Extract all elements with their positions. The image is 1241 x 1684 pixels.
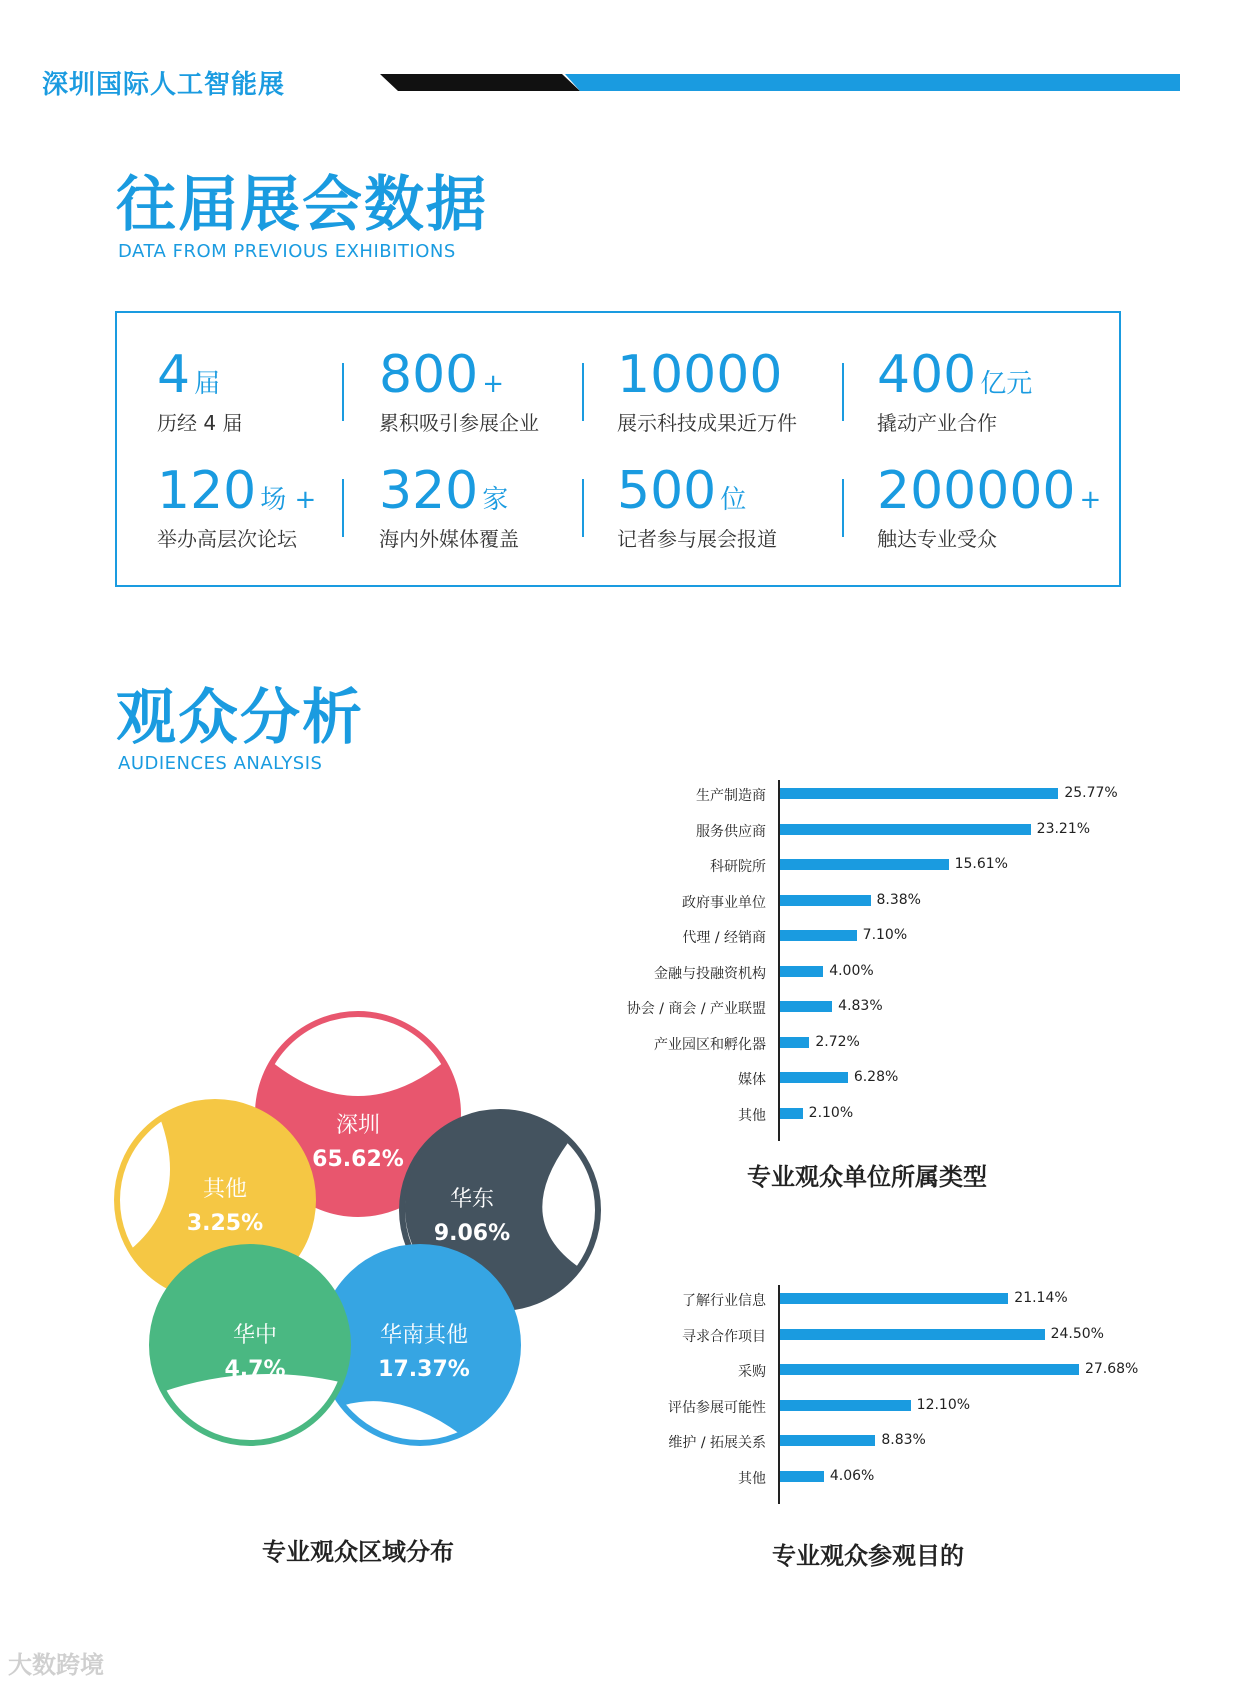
stat-desc: 记者参与展会报道 [617,527,777,551]
stat-unit: 位 [720,485,747,515]
bar [780,824,1031,835]
header-decor-bar [380,74,1180,96]
stat-number: 320 [379,461,479,521]
stat-desc: 累积吸引参展企业 [379,411,539,435]
stat-item [617,345,797,436]
bar [780,930,857,941]
divider [342,363,344,421]
section1-title: 往届展会数据 [116,170,488,240]
stat-number: 500 [617,461,717,521]
bar-value-label: 4.06% [829,1467,875,1484]
bar [780,1435,875,1446]
stats-box [115,311,1121,587]
stat-number: 10000 [617,345,783,405]
bar-value-label: 21.14% [1014,1290,1068,1306]
bar [780,1400,911,1411]
stat-item [877,461,1102,552]
bar [780,788,1058,799]
bar-value-label: 2.10% [808,1104,854,1121]
section2-title: 观众分析 [116,683,364,753]
stat-desc: 海内外媒体覆盖 [379,527,519,551]
region-circle [152,1247,348,1443]
bar-value-label: 23.21% [1036,820,1091,837]
bar-value-label: 7.10% [862,927,908,943]
stat-number: 120 [157,461,257,521]
bar-category-label: 科研院所 [710,859,766,875]
stat-number: 800 [379,345,479,405]
bar-chart-unit-type [540,780,1180,1140]
bar-category-label: 维护 / 拓展关系 [668,1435,766,1451]
stat-unit: 家 [482,485,509,515]
stat-unit: + [482,369,505,399]
stat-item [379,345,539,436]
region-circle [322,1247,518,1443]
stat-unit: 亿元 [980,369,1033,399]
bar [780,966,823,977]
bar-value-label: 24.50% [1050,1325,1104,1342]
stat-desc: 展示科技成果近万件 [617,411,797,435]
region-name: 华中 [232,1323,278,1348]
bar-value-label: 4.83% [838,998,883,1014]
bar-value-label: 27.68% [1084,1361,1139,1377]
bar [780,1471,824,1482]
region-value: 3.25% [186,1211,264,1236]
divider [582,363,584,421]
bar [780,1293,1008,1304]
region-name: 其他 [202,1177,248,1202]
stat-desc: 举办高层次论坛 [157,527,297,551]
section2-subtitle: AUDIENCES ANALYSIS [118,753,323,774]
divider [842,363,844,421]
stat-unit: 届 [194,369,221,399]
bar-category-label: 协会 / 商会 / 产业联盟 [626,1001,766,1017]
stat-number: 4 [157,345,191,405]
bar-category-label: 代理 / 经销商 [682,930,766,946]
bar-category-label: 了解行业信息 [682,1293,766,1309]
chart1-caption: 专业观众单位所属类型 [747,1163,987,1191]
bar [780,1364,1079,1375]
bar [780,895,871,906]
bar-value-label: 25.77% [1064,785,1118,801]
section1-subtitle: DATA FROM PREVIOUS EXHIBITIONS [118,241,456,262]
stat-desc: 触达专业受众 [877,527,997,551]
stat-unit: 场 + [260,485,317,515]
bar-category-label: 金融与投融资机构 [654,965,766,982]
bar-value-label: 6.28% [853,1069,899,1085]
stat-desc: 历经 4 届 [157,411,243,435]
stat-number: 200000 [877,461,1076,521]
region-name: 深圳 [335,1113,381,1138]
bar-value-label: 2.72% [815,1033,860,1050]
bar [780,1037,809,1048]
bar [780,1108,803,1119]
region-value: 4.7% [224,1357,286,1382]
stat-item [877,345,1033,436]
stat-item [157,345,243,436]
brand-title: 深圳国际人工智能展 [42,70,286,100]
stat-item [617,461,777,552]
bar [780,859,949,870]
bar-category-label: 采购 [738,1364,766,1380]
region-value: 65.62% [312,1147,404,1172]
bar-category-label: 服务供应商 [696,823,766,840]
bar-value-label: 8.83% [881,1432,926,1448]
footer-logo: 大数跨境 [8,1651,104,1679]
region-value: 9.06% [433,1221,511,1246]
region-name: 华东 [449,1187,495,1212]
bar-category-label: 其他 [738,1470,766,1487]
bar-value-label: 12.10% [916,1396,971,1413]
divider [842,479,844,537]
bar [780,1072,848,1083]
bar-category-label: 其他 [738,1107,766,1124]
region-caption: 专业观众区域分布 [262,1538,454,1566]
bar-category-label: 产业园区和孵化器 [654,1036,766,1053]
bar-value-label: 15.61% [954,856,1008,872]
bar-value-label: 4.00% [829,962,874,979]
chart2-caption: 专业观众参观目的 [772,1542,964,1570]
bar-category-label: 评估参展可能性 [668,1399,766,1416]
stat-desc: 撬动产业合作 [877,411,997,435]
bar-category-label: 生产制造商 [696,788,766,804]
bar [780,1329,1045,1340]
divider [342,479,344,537]
bar-chart-visit-purpose [540,1285,1180,1515]
bar-category-label: 媒体 [738,1072,766,1088]
bar [780,1001,832,1012]
divider [582,479,584,537]
region-value: 17.37% [378,1357,470,1382]
bar-category-label: 政府事业单位 [682,894,766,911]
region-name: 华南其他 [379,1323,469,1348]
stat-unit: + [1079,485,1102,515]
bar-category-label: 寻求合作项目 [682,1328,766,1345]
stat-item [379,461,519,552]
stat-number: 400 [877,345,977,405]
bar-value-label: 8.38% [876,891,921,908]
stat-item [157,461,317,552]
